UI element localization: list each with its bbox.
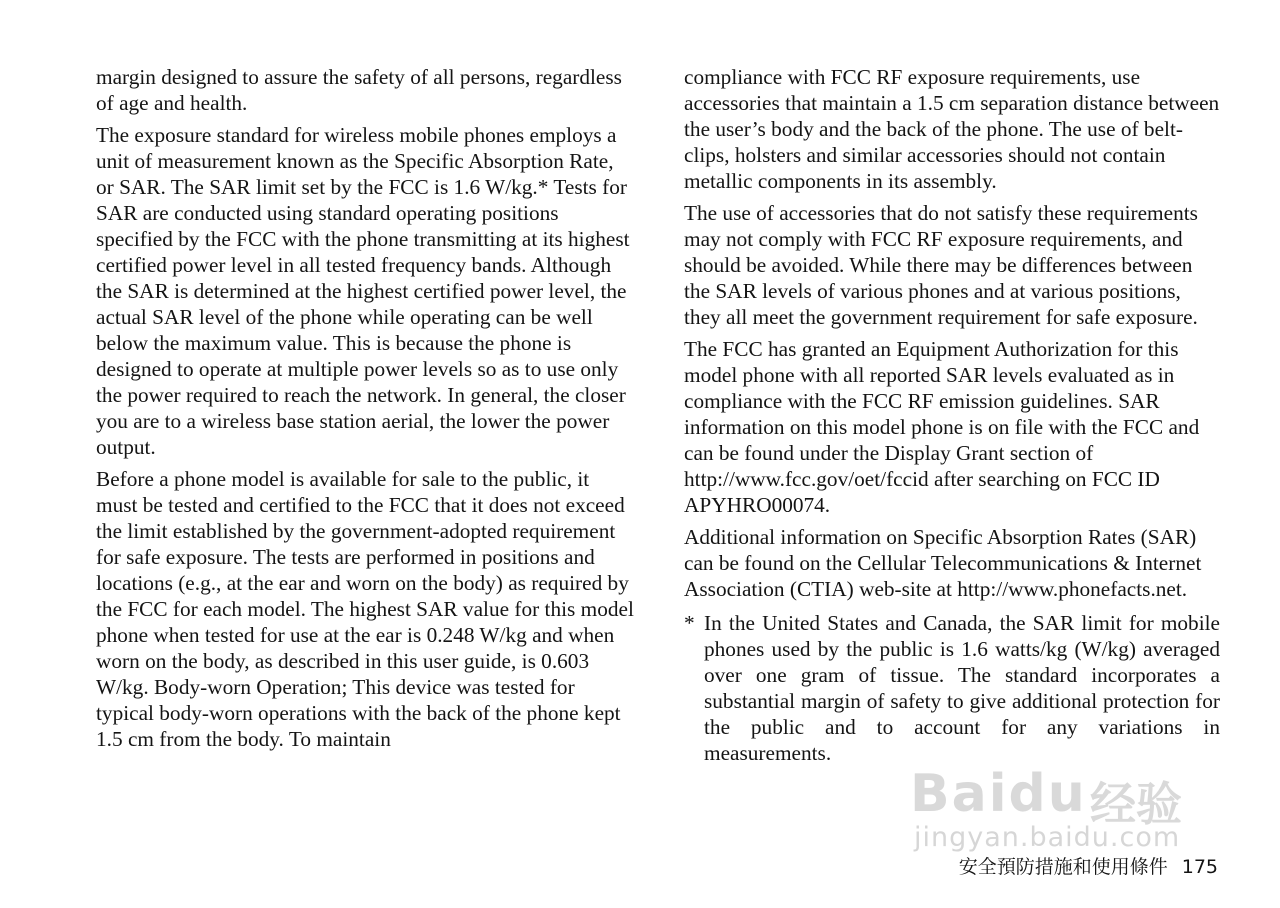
watermark-logo-cjk: 经验 <box>1090 777 1182 831</box>
paragraph: The FCC has granted an Equipment Authorization for this model phone with all reported SAR levels evaluated as in compliance with the FCC RF emission guidelines. SAR information on this model phone is on file with the FCC and can be found under the Display Grant section of http://www.fcc.gov/oet/fccid after searching on FCC ID APYHRO00074. <box>684 337 1200 517</box>
right-column <box>684 64 1220 766</box>
footnote-text: In the United States and Canada, the SAR limit for mobile phones used by the public is 1.6 watts/kg (W/kg) averaged over one gram of tissue. The standard incorporates a substantial margin of safety to give additional protection for the public and to account for any variations in measurements. <box>704 611 1220 765</box>
paragraph: The exposure standard for wireless mobile phones employs a unit of measurement known as the Specific Absorption Rate, or SAR. The SAR limit set by the FCC is 1.6 W/kg.* Tests for SAR are conducted using standard operating positions specified by the FCC with the phone transmitting at its highest certified power level in all tested frequency bands. Although the SAR is determined at the highest certified power level, the actual SAR level of the phone while operating can be well below the maximum value. This is because the phone is designed to operate at multiple power levels so as to use only the power required to reach the network. In general, the closer you are to a wireless base station aerial, the lower the power output. <box>96 123 630 459</box>
footnote <box>684 610 1220 766</box>
paragraph: The use of accessories that do not satisfy these requirements may not comply with FCC RF exposure requirements, and should be avoided. While there may be differences between the SAR levels of various phones and at various positions, they all meet the government requirement for safe exposure. <box>684 201 1198 329</box>
page-number: 175 <box>1181 856 1218 878</box>
baidu-jingyan-watermark <box>900 764 1220 864</box>
paragraph: margin designed to assure the safety of all persons, regardless of age and health. <box>96 65 622 115</box>
footnote-marker: * <box>684 611 695 635</box>
paragraph: Additional information on Specific Absorption Rates (SAR) can be found on the Cellular Telecommunications & Internet Association (CTIA) web-site at http://www.phonefacts.net. <box>684 525 1202 601</box>
section-title: 安全預防措施和使用條件 <box>958 856 1168 878</box>
watermark-logo: Baidu <box>910 764 1087 824</box>
watermark-url: jingyan.baidu.com <box>914 822 1181 853</box>
page-footer <box>959 852 1218 879</box>
paragraph: compliance with FCC RF exposure requirements, use accessories that maintain a 1.5 cm separation distance between the user’s body and the back of the phone. The use of belt-clips, holsters and similar accessories should not contain metallic components in its assembly. <box>684 65 1220 193</box>
paragraph: Before a phone model is available for sale to the public, it must be tested and certified to the FCC that it does not exceed the limit established by the government-adopted requirement for safe exposure. The tests are performed in positions and locations (e.g., at the ear and worn on the body) as required by the FCC for each model. The highest SAR value for this model phone when tested for use at the ear is 0.248 W/kg and when worn on the body, as described in this user guide, is 0.603 W/kg. Body-worn Operation; This device was tested for typical body-worn operations with the back of the phone kept 1.5 cm from the body. To maintain <box>96 467 634 751</box>
left-column <box>96 64 634 758</box>
